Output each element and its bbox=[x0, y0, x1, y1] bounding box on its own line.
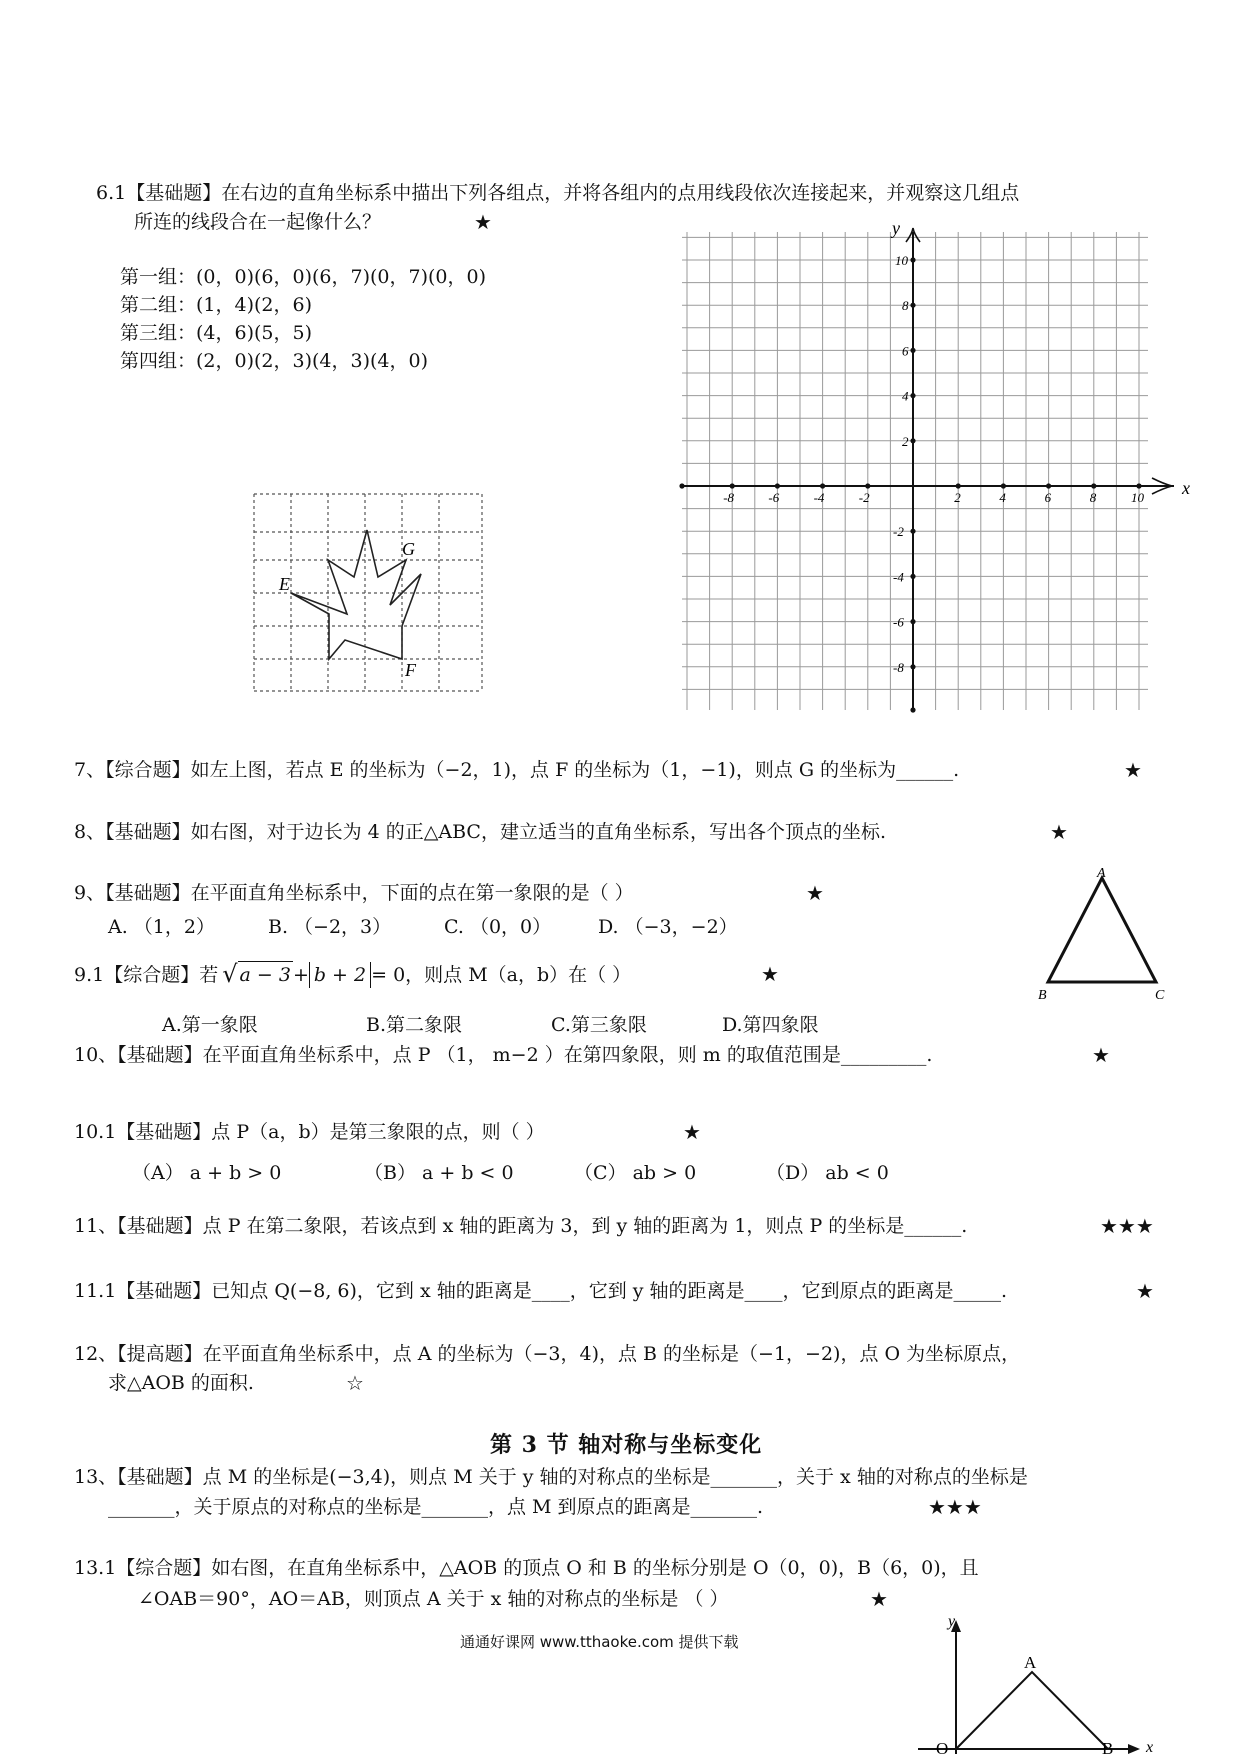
q11-star: ★★★ bbox=[1100, 1214, 1154, 1238]
isosceles-right-triangle-figure bbox=[918, 1614, 1178, 1754]
tick-dot bbox=[679, 483, 684, 488]
tick-label: 10 bbox=[895, 253, 908, 268]
tick-label: 4 bbox=[902, 388, 909, 404]
tick-dot bbox=[1091, 483, 1096, 488]
footer-text: 通通好课网 www.tthaoke.com 提供下载 bbox=[460, 1633, 739, 1651]
coordinate-grid bbox=[670, 220, 1200, 720]
tick-label: 4 bbox=[999, 490, 1006, 505]
q9-1-sqrt bbox=[222, 961, 293, 988]
q6-1-star: ★ bbox=[474, 210, 492, 234]
small-triangle-outline bbox=[956, 1672, 1108, 1749]
maple-leaf-figure bbox=[250, 490, 490, 696]
tick-dot bbox=[1046, 483, 1051, 488]
q9-1-option-c: C.第三象限 bbox=[551, 1014, 647, 1036]
q6-1-group-1: 第一组：(0，0)(6，0)(6，7)(0，7)(0，0) bbox=[120, 266, 487, 288]
tick-label: -8 bbox=[723, 490, 735, 505]
q9-option-c: C. （0，0） bbox=[444, 916, 552, 938]
q7-star: ★ bbox=[1124, 758, 1142, 782]
q9-text: 9、【基础题】在平面直角坐标系中，下面的点在第一象限的是（ ） bbox=[74, 882, 634, 904]
tick-label: -6 bbox=[768, 490, 780, 505]
q12-line1: 12、【提高题】在平面直角坐标系中，点 A 的坐标为（−3，4)，点 B 的坐标是（−1，−2)，点 O 为坐标原点， bbox=[74, 1343, 1021, 1365]
tick-dot bbox=[1001, 483, 1006, 488]
triangle-label-a: A bbox=[1097, 866, 1106, 881]
q9-1-option-a: A.第一象限 bbox=[162, 1014, 258, 1036]
y-axis-label: y bbox=[892, 220, 900, 238]
q10-1-option-b: （B） a + b < 0 bbox=[364, 1162, 514, 1184]
tick-label: -2 bbox=[893, 524, 904, 540]
q9-1-option-d: D.第四象限 bbox=[722, 1014, 819, 1036]
maple-label-g: G bbox=[402, 539, 415, 559]
tick-label: -2 bbox=[858, 490, 870, 505]
q12-star: ☆ bbox=[346, 1371, 364, 1395]
q6-1-group-3: 第三组：(4，6)(5，5) bbox=[120, 322, 313, 344]
q13-1-line2: ∠OAB＝90°，AO＝AB，则顶点 A 关于 x 轴的对称点的坐标是 （ ） bbox=[138, 1588, 729, 1610]
q10-1-option-d: （D） ab < 0 bbox=[766, 1162, 889, 1184]
q9-star: ★ bbox=[806, 881, 824, 905]
q10-1-option-c: （C） ab > 0 bbox=[574, 1162, 697, 1184]
q11-text: 11、【基础题】点 P 在第二象限，若该点到 x 轴的距离为 3，到 y 轴的距离为 1，则点 P 的坐标是______. bbox=[74, 1215, 968, 1237]
tick-label: -6 bbox=[893, 614, 904, 630]
q13-1-star: ★ bbox=[870, 1587, 888, 1611]
q9-option-a: A. （1，2） bbox=[108, 916, 215, 938]
tick-label: 8 bbox=[1089, 490, 1097, 505]
tick-dot bbox=[1136, 483, 1141, 488]
triangle-outline bbox=[1048, 878, 1156, 982]
q9-1-radicand: a − 3 bbox=[238, 961, 293, 988]
triangle-label-b: B bbox=[1038, 988, 1047, 1003]
tick-dot bbox=[910, 438, 915, 443]
sqrt-sign-icon: √ bbox=[222, 960, 238, 988]
q9-option-d: D. （−3，−2） bbox=[598, 916, 738, 938]
small-label-a: A bbox=[1024, 1653, 1037, 1672]
tick-dot bbox=[956, 483, 961, 488]
q10-1-option-a: （A） a + b > 0 bbox=[132, 1162, 282, 1184]
small-label-o: O bbox=[936, 1739, 949, 1754]
tick-label: -4 bbox=[813, 490, 825, 505]
tick-label: 6 bbox=[902, 343, 909, 359]
tick-dot bbox=[910, 529, 915, 534]
q13-line1: 13、【基础题】点 M 的坐标是(−3,4)，则点 M 关于 y 轴的对称点的坐标是_______，关于 x 轴的对称点的坐标是 bbox=[74, 1466, 1028, 1488]
q7-text: 7、【综合题】如左上图，若点 E 的坐标为（−2，1)，点 F 的坐标为（1，−1)，则点 G 的坐标为______. bbox=[74, 759, 960, 781]
equilateral-triangle-figure bbox=[1030, 866, 1180, 1006]
tick-dot bbox=[910, 393, 915, 398]
tick-dot bbox=[910, 303, 915, 308]
tick-dot bbox=[820, 483, 825, 488]
maple-label-e: E bbox=[279, 574, 290, 594]
q8-star: ★ bbox=[1050, 820, 1068, 844]
tick-label: -8 bbox=[893, 659, 904, 675]
tick-label: 10 bbox=[1131, 490, 1144, 505]
small-x-label: x bbox=[1146, 1739, 1154, 1754]
tick-dot bbox=[910, 664, 915, 669]
tick-dot bbox=[865, 483, 870, 488]
q9-1-option-b: B.第二象限 bbox=[366, 1014, 463, 1036]
q13-1-line1: 13.1【综合题】如右图，在直角坐标系中，△AOB 的顶点 O 和 B 的坐标分别是 O（0，0)，B（6，0)，且 bbox=[74, 1557, 979, 1579]
tick-dot bbox=[775, 483, 780, 488]
q6-1-group-4: 第四组：(2，0)(2，3)(4，3)(4，0) bbox=[120, 350, 429, 372]
tick-label: 8 bbox=[902, 298, 909, 314]
tick-dot bbox=[910, 574, 915, 579]
q13-line2: _______，关于原点的对称点的坐标是_______，点 M 到原点的距离是_______. bbox=[108, 1496, 764, 1518]
axes bbox=[682, 228, 1174, 710]
q9-1-line bbox=[74, 961, 631, 988]
tick-dot bbox=[910, 257, 915, 262]
q12-line2: 求△AOB 的面积. bbox=[108, 1372, 254, 1394]
q6-1-line1: 6.1【基础题】在右边的直角坐标系中描出下列各组点，并将各组内的点用线段依次连接起来，并观察这几组点 bbox=[96, 182, 1020, 204]
maple-label-f: F bbox=[405, 660, 416, 680]
tick-dot bbox=[730, 483, 735, 488]
q9-1-abs: b + 2 bbox=[309, 962, 371, 988]
triangle-label-c: C bbox=[1155, 988, 1165, 1003]
q9-option-b: B. （−2，3） bbox=[268, 916, 392, 938]
q9-1-prefix: 9.1【综合题】若 bbox=[74, 963, 219, 986]
small-x-arrow-icon bbox=[1128, 1744, 1140, 1754]
tick-dot bbox=[910, 348, 915, 353]
q9-1-plus: + bbox=[292, 963, 309, 986]
section-title: 第 3 节 轴对称与坐标变化 bbox=[490, 1432, 763, 1458]
small-label-b: B bbox=[1102, 1739, 1114, 1754]
q10-star: ★ bbox=[1092, 1043, 1110, 1067]
q11-1-text: 11.1【基础题】已知点 Q(−8, 6)，它到 x 轴的距离是____，它到 y 轴的距离是____，它到原点的距离是_____. bbox=[74, 1280, 1008, 1302]
q9-1-suffix: = 0，则点 M（a，b）在（ ） bbox=[371, 963, 632, 986]
x-axis-label: x bbox=[1182, 478, 1190, 498]
q13-star: ★★★ bbox=[928, 1495, 982, 1519]
q10-1-star: ★ bbox=[683, 1120, 701, 1144]
q6-1-line2: 所连的线段合在一起像什么？ bbox=[134, 211, 382, 233]
tick-label: 6 bbox=[1044, 490, 1052, 505]
tick-label: 2 bbox=[902, 433, 909, 449]
tick-dot bbox=[910, 707, 915, 712]
q8-text: 8、【基础题】如右图，对于边长为 4 的正△ABC，建立适当的直角坐标系，写出各个顶点的坐标. bbox=[74, 821, 886, 843]
tick-dot bbox=[910, 619, 915, 624]
q9-1-star: ★ bbox=[761, 962, 779, 986]
q10-text: 10、【基础题】在平面直角坐标系中，点 P （1， m−2 ）在第四象限，则 m 的取值范围是_________. bbox=[74, 1044, 933, 1066]
q6-1-group-2: 第二组：(1，4)(2，6) bbox=[120, 294, 313, 316]
tick-label: 2 bbox=[954, 490, 961, 505]
small-y-label: y bbox=[948, 1614, 956, 1630]
tick-label: -4 bbox=[893, 569, 904, 585]
q10-1-text: 10.1【基础题】点 P（a，b）是第三象限的点，则（ ） bbox=[74, 1121, 545, 1143]
q11-1-star: ★ bbox=[1136, 1279, 1154, 1303]
